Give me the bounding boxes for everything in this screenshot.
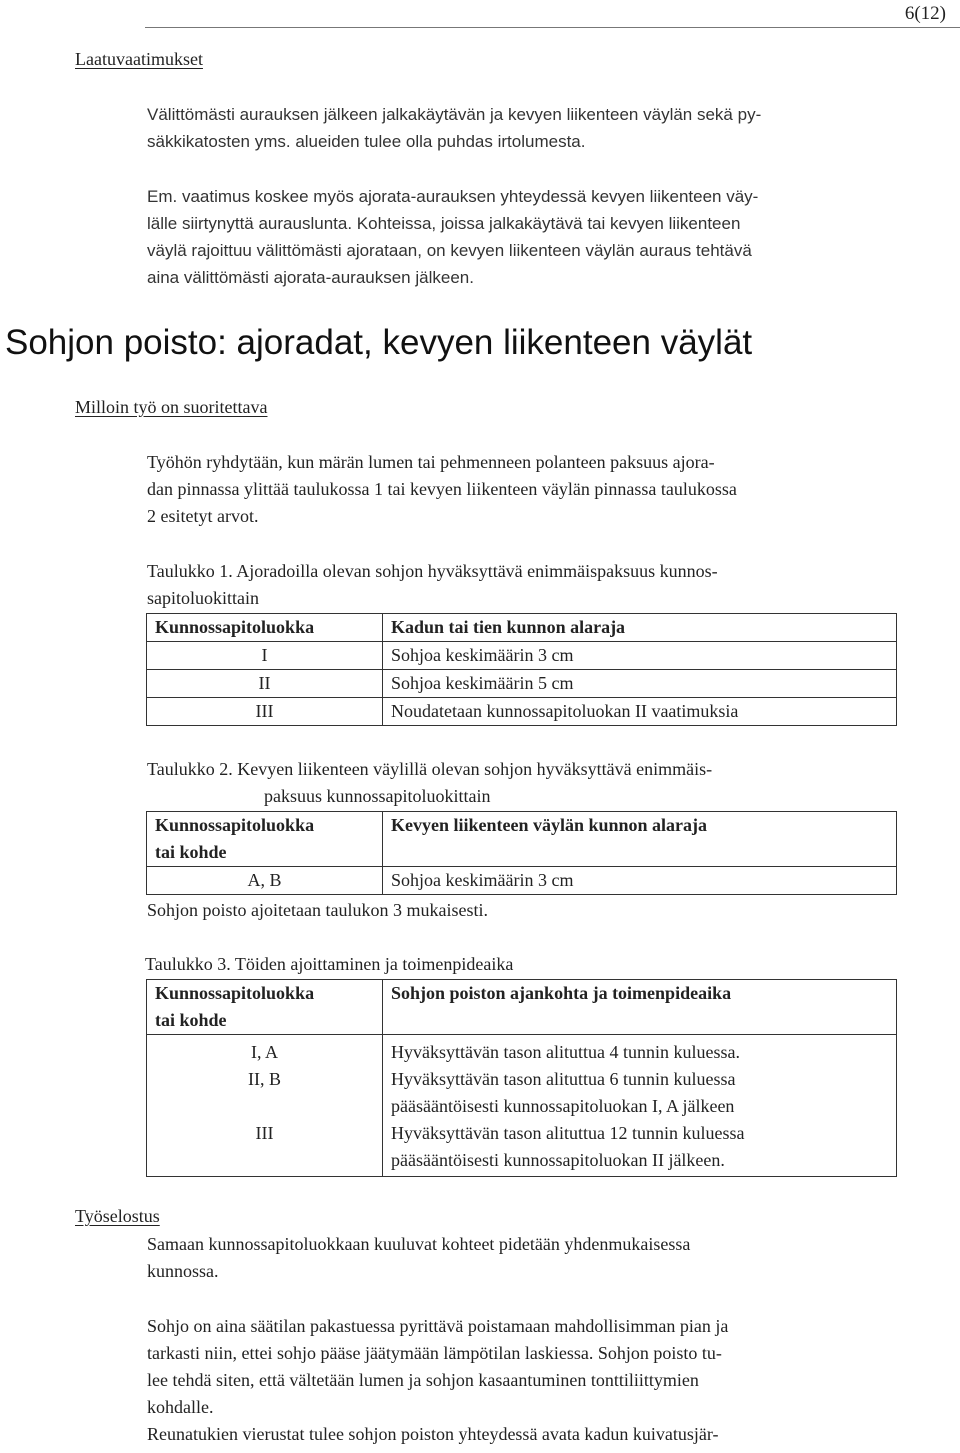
table-cell <box>383 1066 897 1120</box>
table-cell: III <box>147 698 383 726</box>
cell-line: Hyväksyttävän tason alituttua 6 tunnin kuluessa <box>391 1069 736 1089</box>
table-1 <box>146 613 897 726</box>
header-rule <box>145 27 960 28</box>
text-line: lee tehdä siten, että vältetään lumen ja sohjon kasaantuminen tonttiliittymien <box>147 1370 699 1390</box>
quality-paragraph-2 <box>147 183 892 291</box>
table-3 <box>146 979 897 1177</box>
table-header-row <box>147 614 897 642</box>
table-cell: Hyväksyttävän tason alituttua 4 tunnin kuluessa. <box>383 1035 897 1067</box>
cell-line: pääsääntöisesti kunnossapitoluokan I, A jälkeen <box>391 1096 735 1116</box>
table-row <box>147 698 897 726</box>
table-header-cell: Sohjon poiston ajankohta ja toimenpideaika <box>383 980 897 1035</box>
section-title: Sohjon poisto: ajoradat, kevyen liikenteen väylät <box>5 323 753 362</box>
table-row <box>147 867 897 895</box>
table-header-row <box>147 980 897 1035</box>
table-row <box>147 1066 897 1120</box>
table-cell: Sohjoa keskimäärin 5 cm <box>383 670 897 698</box>
table-row <box>147 642 897 670</box>
text-line: väylä rajoittuu välittömästi ajorataan, on kevyen liikenteen väylän auraus tehtävä <box>147 241 752 260</box>
table-cell: II, B <box>147 1066 383 1120</box>
work-paragraph-1 <box>147 1231 892 1285</box>
table-cell: Sohjoa keskimäärin 3 cm <box>383 642 897 670</box>
text-line: Em. vaatimus koskee myös ajorata-aurauksen yhteydessä kevyen liikenteen väy- <box>147 187 759 206</box>
table-header-row <box>147 812 897 867</box>
table2-caption-line2: paksuus kunnossapitoluokittain <box>264 786 491 806</box>
table-row <box>147 1035 897 1067</box>
text-line: aina välittömästi ajorata-aurauksen jälkeen. <box>147 268 474 287</box>
text-line: Samaan kunnossapitoluokkaan kuuluvat kohteet pidetään yhdenmukaisessa <box>147 1234 691 1254</box>
text-line: 2 esitetyt arvot. <box>147 506 259 526</box>
table3-caption: Taulukko 3. Töiden ajoittaminen ja toimenpideaika <box>145 954 514 974</box>
table-header-cell: Kevyen liikenteen väylän kunnon alaraja <box>383 812 897 867</box>
text-line: Työhön ryhdytään, kun märän lumen tai pehmenneen polanteen paksuus ajora- <box>147 452 715 472</box>
text-line: tarkasti niin, ettei sohjo pääse jäätymään lämpötilan laskiessa. Sohjon poisto tu- <box>147 1343 722 1363</box>
text-line: kohdalle. <box>147 1397 214 1417</box>
quality-heading: Laatuvaatimukset <box>75 49 203 69</box>
table-row <box>147 1120 897 1177</box>
text-line: Taulukko 1. Ajoradoilla olevan sohjon hyväksyttävä enimmäispaksuus kunnos- <box>147 561 718 581</box>
text-line: sapitoluokittain <box>147 588 259 608</box>
table-header-cell: Kunnossapitoluokka <box>147 614 383 642</box>
table-row <box>147 670 897 698</box>
work-paragraph-2 <box>147 1313 892 1448</box>
when-paragraph <box>147 449 892 530</box>
header-line: Kunnossapitoluokka <box>155 983 315 1003</box>
cell-line: Hyväksyttävän tason alituttua 12 tunnin kuluessa <box>391 1123 745 1143</box>
work-heading: Työselostus <box>75 1206 160 1226</box>
header-line: tai kohde <box>155 842 227 862</box>
table-cell: I, A <box>147 1035 383 1067</box>
table-header-cell <box>147 980 383 1035</box>
header-line: tai kohde <box>155 1010 227 1030</box>
header-line: Kunnossapitoluokka <box>155 815 315 835</box>
table-cell: A, B <box>147 867 383 895</box>
table-cell: I <box>147 642 383 670</box>
table-cell: Sohjoa keskimäärin 3 cm <box>383 867 897 895</box>
when-heading: Milloin työ on suoritettava <box>75 397 268 417</box>
table-header-cell: Kadun tai tien kunnon alaraja <box>383 614 897 642</box>
text-line: kunnossa. <box>147 1261 219 1281</box>
text-line: Välittömästi aurauksen jälkeen jalkakäytävän ja kevyen liikenteen väylän sekä py- <box>147 105 762 124</box>
table2-note: Sohjon poisto ajoitetaan taulukon 3 mukaisesti. <box>147 900 488 920</box>
text-line: lälle siirtynyttä aurauslunta. Kohteissa, joissa jalkakäytävä tai kevyen liikenteen <box>147 214 741 233</box>
table-cell: II <box>147 670 383 698</box>
table-cell: III <box>147 1120 383 1177</box>
table-cell <box>383 1120 897 1177</box>
quality-paragraph-1 <box>147 101 892 155</box>
cell-line: pääsääntöisesti kunnossapitoluokan II jälkeen. <box>391 1150 725 1170</box>
table-cell: Noudatetaan kunnossapitoluokan II vaatimuksia <box>383 698 897 726</box>
text-line: Sohjo on aina säätilan pakastuessa pyrittävä poistamaan mahdollisimman pian ja <box>147 1316 729 1336</box>
text-line: dan pinnassa ylittää taulukossa 1 tai kevyen liikenteen väylän pinnassa taulukossa <box>147 479 737 499</box>
table2-caption-line1: Taulukko 2. Kevyen liikenteen väylillä olevan sohjon hyväksyttävä enimmäis- <box>147 759 713 779</box>
table-header-cell <box>147 812 383 867</box>
table-2 <box>146 811 897 895</box>
text-line: Reunatukien vierustat tulee sohjon poiston yhteydessä avata kadun kuivatusjär- <box>147 1424 719 1444</box>
page-number: 6(12) <box>904 3 946 24</box>
table1-caption <box>147 558 892 612</box>
text-line: säkkikatosten yms. alueiden tulee olla puhdas irtolumesta. <box>147 132 586 151</box>
